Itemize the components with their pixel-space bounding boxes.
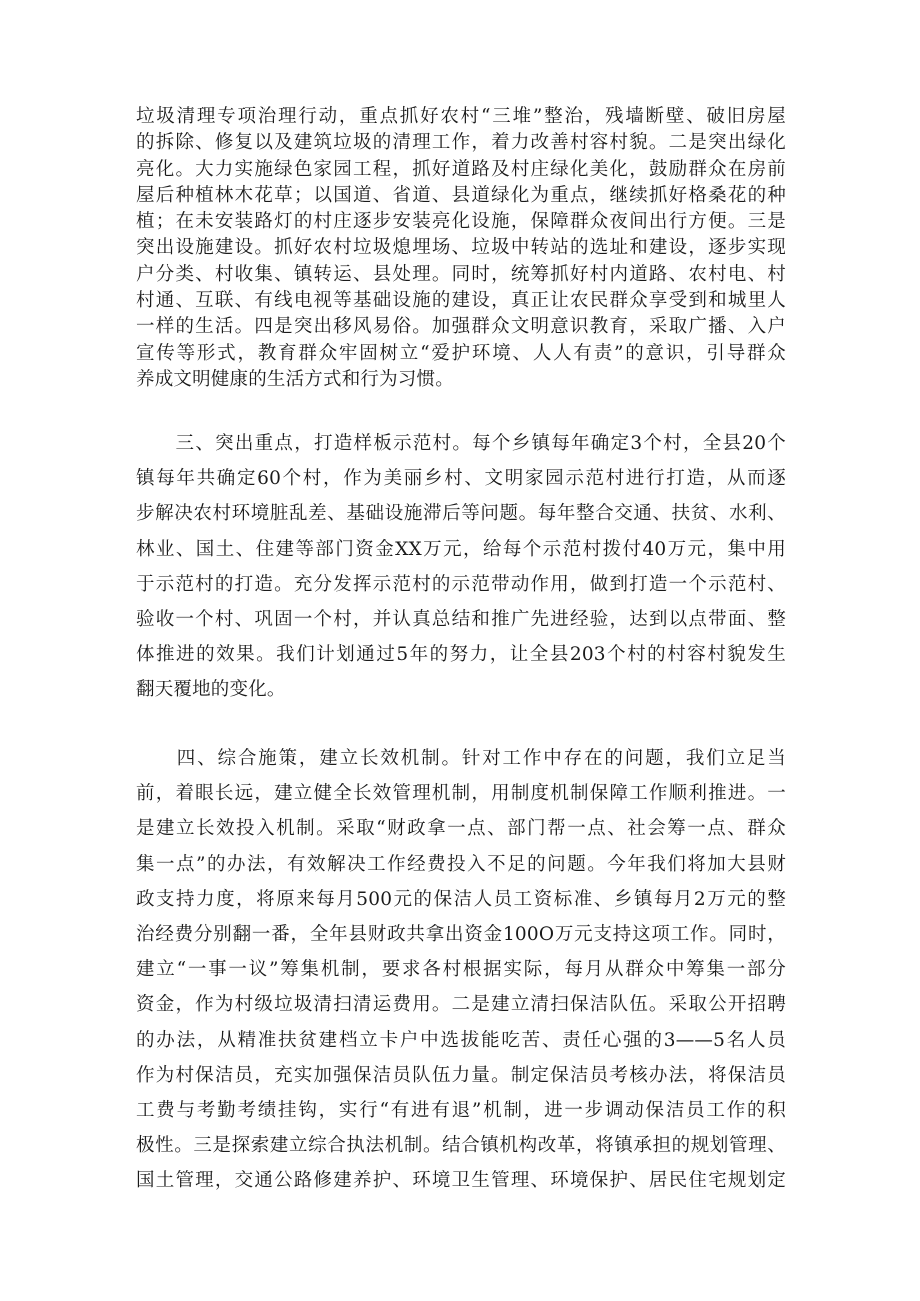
- paragraph-long-term-mechanism: [136, 741, 786, 1199]
- text-line: 建立“一事一议”筹集机制，要求各村根据实际，每月从群众中筹集一部分: [136, 959, 786, 981]
- text-line: 集一点”的办法，有效解决工作经费投入不足的问题。今年我们将加大县财: [136, 853, 786, 875]
- paragraph-environment-cleanup: [136, 104, 786, 393]
- text-line: 体推进的效果。我们计划通过5年的努力，让全县203个村的村容村貌发生: [136, 644, 786, 666]
- text-line: 极性。三是探索建立综合执法机制。结合镇机构改革，将镇承担的规划管理、: [136, 1135, 786, 1157]
- text-line: 工费与考勤考绩挂钩，实行“有进有退”机制，进一步调动保洁员工作的积: [136, 1100, 786, 1122]
- text-line: 四、综合施策，建立长效机制。针对工作中存在的问题，我们立足当: [136, 748, 786, 769]
- paragraph-model-villages: [136, 426, 786, 708]
- text-line: 村通、互联、有线电视等基础设施的建设，真正让农民群众享受到和城里人: [136, 290, 786, 312]
- text-line: 林业、国土、住建等部门资金XX万元，给每个示范村拨付40万元，集中用: [136, 538, 786, 560]
- text-line: 政支持力度，将原来每月500元的保洁人员工资标准、乡镇每月2万元的整: [136, 888, 786, 910]
- text-line: 前，着眼长远，建立健全长效管理机制，用制度机制保障工作顺利推进。一: [136, 783, 786, 805]
- text-line: 治经费分别翻一番，全年县财政共拿出资金100O万元支持这项工作。同时，: [136, 924, 786, 946]
- text-line: 作为村保洁员，充实加强保洁员队伍力量。制定保洁员考核办法，将保洁员: [136, 1064, 786, 1086]
- text-line: 的拆除、修复以及建筑垃圾的清理工作，着力改善村容村貌。二是突出绿化: [136, 132, 786, 154]
- text-line: 的办法，从精准扶贫建档立卡户中选拔能吃苦、责任心强的3——5名人员: [136, 1029, 786, 1051]
- text-line: 是建立长效投入机制。采取“财政拿一点、部门帮一点、社会筹一点、群众: [136, 818, 786, 840]
- text-line: 垃圾清理专项治理行动，重点抓好农村“三堆”整治，残墙断壁、破旧房屋: [136, 106, 786, 127]
- text-line: 宣传等形式，教育群众牢固树立“爱护环境、人人有责”的意识，引导群众: [136, 342, 786, 364]
- text-line: 于示范村的打造。充分发挥示范村的示范带动作用，做到打造一个示范村、: [136, 573, 786, 595]
- text-line: 三、突出重点，打造样板示范村。每个乡镇每年确定3个村，全县20个: [136, 433, 786, 454]
- text-line: 验收一个村、巩固一个村，并认真总结和推广先进经验，达到以点带面、整: [136, 609, 786, 631]
- text-line: 植；在未安装路灯的村庄逐步安装亮化设施，保障群众夜间出行方便。三是: [136, 211, 786, 233]
- text-line: 翻天覆地的变化。: [136, 679, 286, 701]
- text-line: 资金，作为村级垃圾清扫清运费用。二是建立清扫保洁队伍。采取公开招聘: [136, 994, 786, 1016]
- text-line: 国土管理，交通公路修建养护、环境卫生管理、环境保护、居民住宅规划定: [136, 1170, 786, 1192]
- text-line: 一样的生活。四是突出移风易俗。加强群众文明意识教育，采取广播、入户: [136, 316, 786, 338]
- text-line: 户分类、村收集、镇转运、县处理。同时，统筹抓好村内道路、农村电、村: [136, 263, 786, 285]
- text-line: 养成文明健康的生活方式和行为习惯。: [136, 368, 454, 390]
- text-line: 镇每年共确定60个村，作为美丽乡村、文明家园示范村进行打造，从而逐: [136, 468, 786, 490]
- text-line: 步解决农村环境脏乱差、基础设施滞后等问题。每年整合交通、扶贫、水利、: [136, 503, 786, 525]
- text-line: 亮化。大力实施绿色家园工程，抓好道路及村庄绿化美化，鼓励群众在房前: [136, 158, 786, 180]
- text-line: 突出设施建设。抓好农村垃圾熄埋场、垃圾中转站的选址和建设，逐步实现: [136, 237, 786, 259]
- text-line: 屋后种植林木花草；以国道、省道、县道绿化为重点，继续抓好格桑花的种: [136, 184, 786, 206]
